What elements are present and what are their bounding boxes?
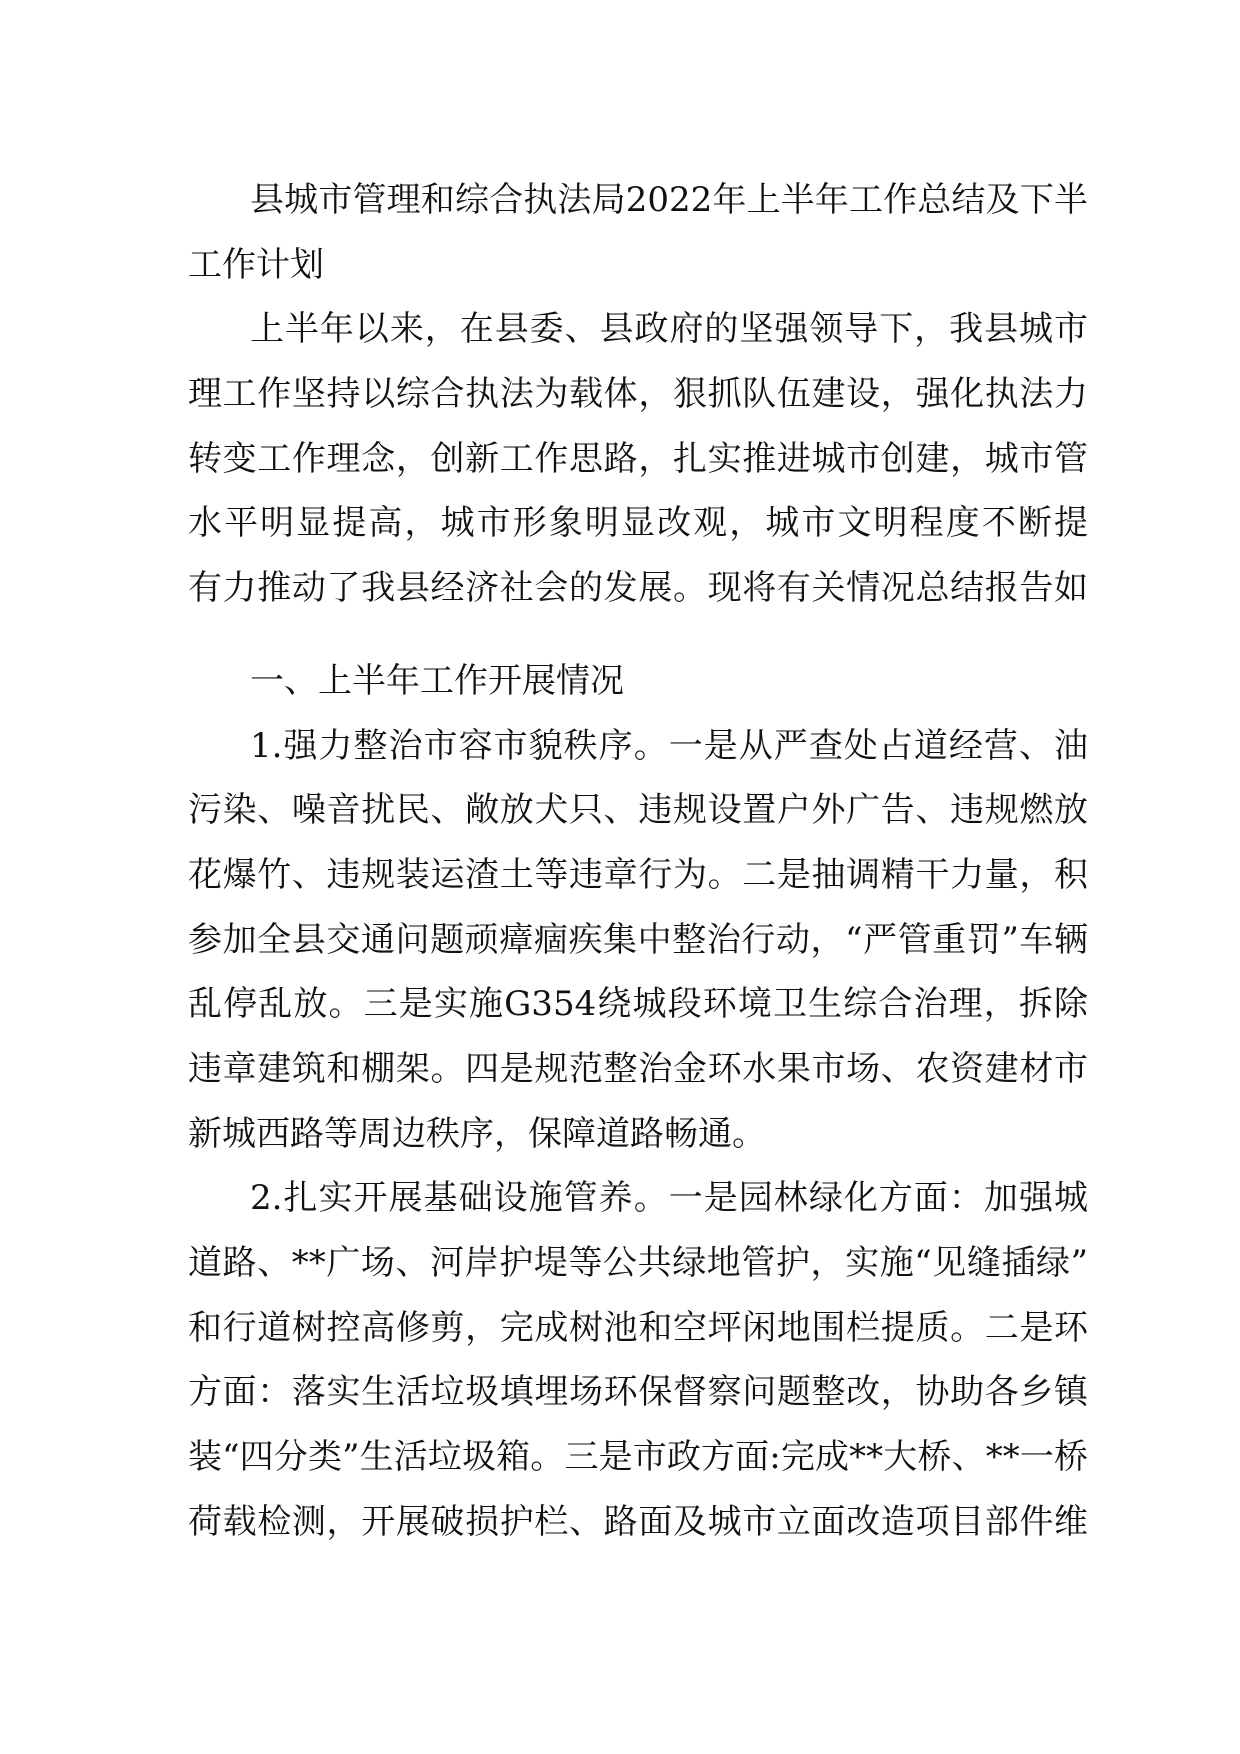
document-title-line-2: 工作计划 xyxy=(188,244,324,285)
item2-line-3: 和行道树控高修剪，完成树池和空坪闲地围栏提质。二是环 xyxy=(188,1307,1088,1348)
item1-line-1: 1.强力整治市容市貌秩序。一是从严查处占道经营、油 xyxy=(250,725,1088,766)
intro-line-3: 转变工作理念，创新工作思路，扎实推进城市创建，城市管 xyxy=(188,438,1088,479)
section-heading: 一、上半年工作开展情况 xyxy=(250,660,624,701)
item2-line-6: 荷载检测，开展破损护栏、路面及城市立面改造项目部件维 xyxy=(188,1501,1088,1542)
intro-line-5: 有力推动了我县经济社会的发展。现将有关情况总结报告如 xyxy=(188,568,1088,609)
intro-line-2: 理工作坚持以综合执法为载体，狠抓队伍建设，强化执法力 xyxy=(188,374,1088,415)
section-gap xyxy=(188,621,1088,649)
item1-line-6: 违章建筑和棚架。四是规范整治金环水果市场、农资建材市 xyxy=(188,1048,1088,1089)
item1-line-2: 污染、噪音扰民、敞放犬只、违规设置户外广告、违规燃放 xyxy=(188,790,1088,831)
intro-line-1: 上半年以来，在县委、县政府的坚强领导下，我县城市 xyxy=(250,309,1088,350)
item1-line-3: 花爆竹、违规装运渣土等违章行为。二是抽调精干力量，积 xyxy=(188,854,1088,895)
item2-line-1: 2.扎实开展基础设施管养。一是园林绿化方面：加强城 xyxy=(250,1178,1088,1219)
intro-line-4: 水平明显提高，城市形象明显改观，城市文明程度不断提 xyxy=(188,503,1088,544)
item1-line-7: 新城西路等周边秩序，保障道路畅通。 xyxy=(188,1113,766,1154)
item1-line-4: 参加全县交通问题顽瘴痼疾集中整治行动，“严管重罚”车辆 xyxy=(188,919,1088,960)
item2-line-5: 装“四分类”生活垃圾箱。三是市政方面:完成**大桥、**一桥 xyxy=(188,1437,1088,1478)
document-title-line-1: 县城市管理和综合执法局2022年上半年工作总结及下半 xyxy=(250,180,1088,220)
document-body xyxy=(188,168,1088,1554)
item1-line-5: 乱停乱放。三是实施G354绕城段环境卫生综合治理，拆除 xyxy=(188,984,1088,1025)
item2-line-4: 方面：落实生活垃圾填埋场环保督察问题整改，协助各乡镇 xyxy=(188,1372,1088,1413)
item2-line-2: 道路、**广场、河岸护堤等公共绿地管护，实施“见缝插绿” xyxy=(188,1243,1088,1283)
